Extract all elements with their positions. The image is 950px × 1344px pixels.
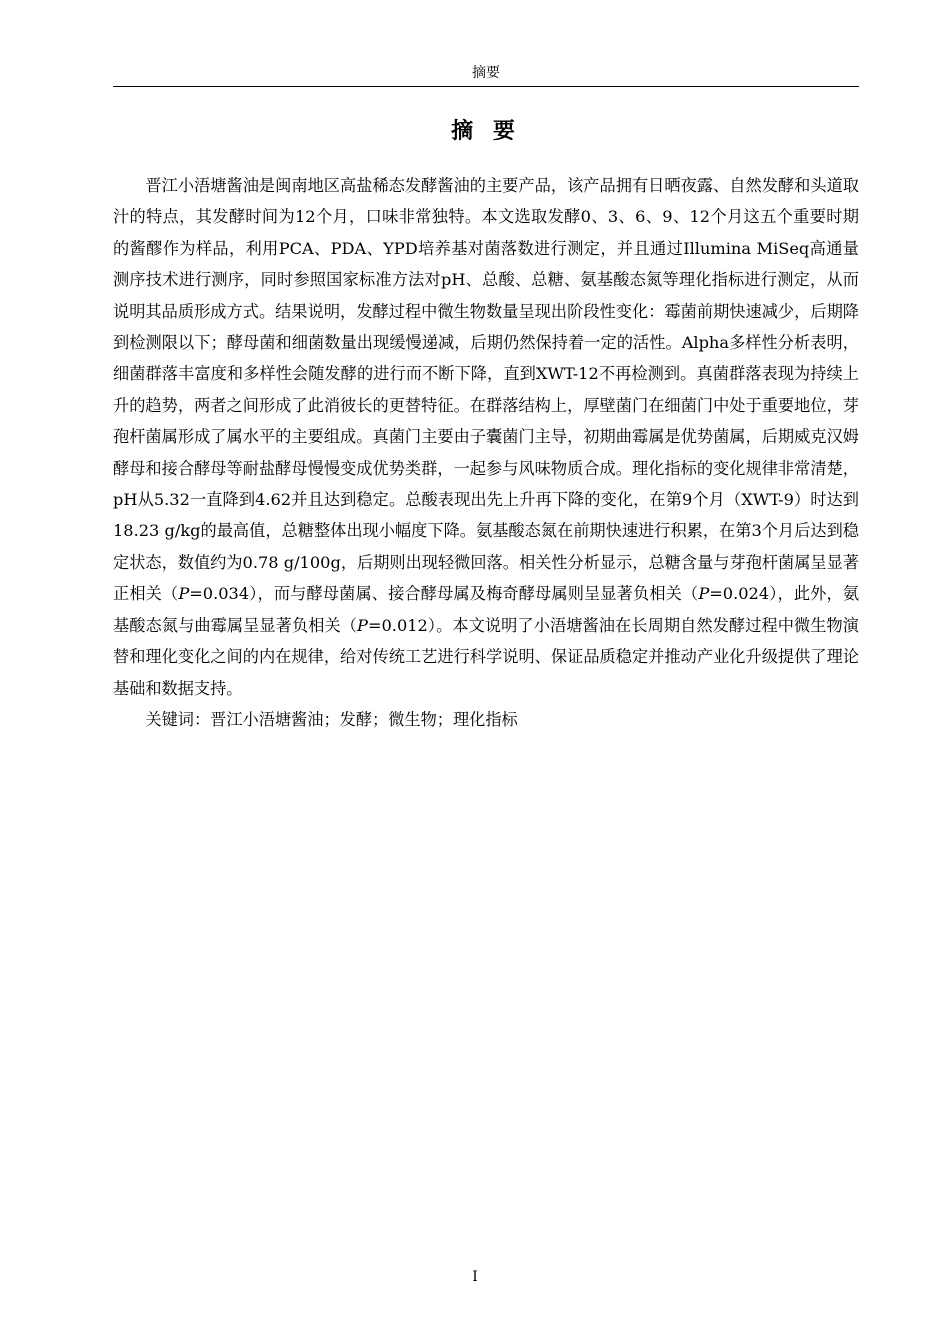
header-rule	[113, 86, 859, 87]
p-symbol: P	[178, 584, 190, 604]
abstract-paragraph	[113, 170, 859, 704]
abstract-text-1: 晋江小浯塘酱油是闽南地区高盐稀态发酵酱油的主要产品，该产品拥有日晒夜露、自然发酵和头道取汁的特点，其发酵时间为12个月，口味非常独特。本文选取发酵0、3、6、9、12个月这五个重要时期的酱醪作为样品，利用PCA、PDA、YPD培养基对菌落数进行测定，并且通过Illumina MiSeq高通量测序技术进行测序，同时参照国家标准方法对pH、总酸、总糖、氨基酸态氮等理化指标进行测定，从而说明其品质形成方式。结果说明，发酵过程中微生物数量呈现出阶段性变化：霉菌前期快速减少，后期降到检测限以下；酵母菌和细菌数量出现缓慢递减，后期仍然保持着一定的活性。Alpha多样性分析表明，细菌群落丰富度和多样性会随发酵的进行而不断下降，直到XWT-12不再检测到。真菌群落表现为持续上升的趋势，两者之间形成了此消彼长的更替特征。在群落结构上，厚壁菌门在细菌门中处于重要地位，芽孢杆菌属形成了属水平的主要组成。真菌门主要由子囊菌门主导，初期曲霉属是优势菌属，后期威克汉姆酵母和接合酵母等耐盐酵母慢慢变成优势类群，一起参与风味物质合成。理化指标的变化规律非常清楚，pH从5.32一直降到4.62并且达到稳定。总酸表现出先上升再下降的变化，在第9个月（XWT-9）时达到18.23 g/kg的最高值，总糖整体出现小幅度下降。氨基酸态氮在前期快速进行积累，在第3个月后达到稳定状态，数值约为0.78 g/100g，后期则出现轻微回落。相关性分析显示，总糖含量与芽孢杆菌属呈显著正相关（	[113, 176, 859, 604]
abstract-body	[113, 170, 859, 735]
abstract-text-3: =0.024），此外，氨基酸态氮与曲霉属呈显著负相关（	[113, 584, 860, 635]
page-number: I	[472, 1269, 478, 1285]
abstract-text-4: =0.012）。本文说明了小浯塘酱油在长周期自然发酵过程中微生物演替和理化变化之间的内在规律，给对传统工艺进行科学说明、保证品质稳定并推动产业化升级提供了理论基础和数据支持。	[113, 615, 859, 698]
keywords-line: 关键词：晋江小浯塘酱油；发酵；微生物；理化指标	[145, 709, 518, 729]
running-header: 摘要	[472, 65, 500, 81]
p-symbol: P	[698, 584, 710, 604]
abstract-text-2: =0.034），而与酵母菌属、接合酵母属及梅奇酵母属则呈显著负相关（	[189, 584, 699, 604]
page-title: 摘 要	[451, 118, 521, 144]
p-symbol: P	[357, 615, 368, 635]
